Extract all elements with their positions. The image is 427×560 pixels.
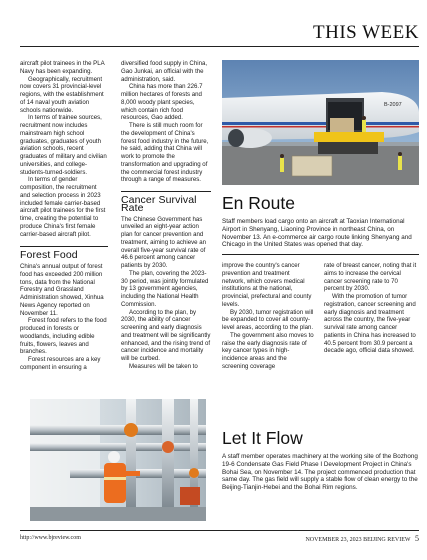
paragraph: In terms of trainee sources, recruitment now includes mainstream high school graduates, graduates of youth aviation schools, recent graduates of military and civilian universities, and college-students-turned-soldiers. <box>20 114 107 176</box>
paragraph: Geographically, recruitment now covers 31 provincial-level regions, with the establishment of 14 naval youth aviation schools nationwide. <box>20 75 104 114</box>
airport-cargo-illustration <box>222 60 419 185</box>
paragraph: In terms of gender composition, the recruitment and selection process in 2023 included female carrier-based aircraft pilot trainees for the first time, creating the potential to produce China's first female carrier-based aircraft pilot. <box>20 176 106 238</box>
en-route-caption <box>222 218 419 249</box>
paragraph: China has more than 226.7 million hectares of forests and 8,000 woody plant species, which contain rich food resources, Gao added. <box>121 83 203 122</box>
section-rule <box>222 254 419 255</box>
paragraph: By 2030, tumor registration will be expanded to cover all county-level areas, according to the plan. <box>222 308 314 331</box>
forest-food-heading: Forest Food <box>20 249 78 262</box>
paragraph: According to the plan, by 2030, the ability of cancer screening and early diagnosis and treatment will be significantly enhanced, and the rising trend of cancer incidence and mortality will be curbed. <box>121 308 211 362</box>
heading-rule <box>121 191 211 192</box>
let-it-flow-caption <box>222 453 419 492</box>
column-3 <box>222 262 314 371</box>
aircraft-tail-text: B-2097 <box>384 102 402 108</box>
page-number: 5 <box>415 534 419 543</box>
caption-text: A staff member operates machinery at the working site of the Bozhong 19-6 Condensate Gas Field Phase I Development Project in China's Bohai Sea, on November 14. The project commenced production that same day. The gas field will supply a stable flow of clean energy to the Beijing-Tianjin-Hebei and the Bohai Rim regions. <box>222 453 418 492</box>
paragraph: rate of breast cancer, noting that it aims to increase the cervical cancer screening rate to 70 percent by 2030. <box>324 262 417 293</box>
section-header: THIS WEEK <box>313 22 419 43</box>
paragraph: The plan, covering the 2023-30 period, was jointly formulated by 13 government agencies, including the National Health Commission. <box>121 269 209 308</box>
paragraph: The Chinese Government has unveiled an eight-year action plan for cancer prevention and treatment, aiming to achieve an overall five-year survival rate of 46.6 percent among cancer patients by 2030. <box>121 215 207 269</box>
header-rule <box>20 46 419 47</box>
gas-field-illustration <box>30 399 206 521</box>
footer-issue-text: NOVEMBER 23, 2023 BEIJING REVIEW <box>305 537 411 543</box>
heading-rule <box>20 246 108 247</box>
paragraph: aircraft pilot trainees in the PLA Navy has been expanding. <box>20 60 105 75</box>
paragraph: With the promotion of tumor registration, cancer screening and early diagnosis and treatment across the country, the five-year survival rate among cancer patients in China has increased to 40.5 percent from 30.9 percent a decade ago, official data showed. <box>324 293 416 355</box>
paragraph: There is still much room for the development of China's forest food industry in the future, he said, adding that China will work to promote the transformation and upgrading of the commercial forest industry through a range of measures. <box>121 122 209 184</box>
column-4 <box>324 262 419 355</box>
column-2 <box>121 60 211 371</box>
paragraph: Measures will be taken to <box>129 362 198 370</box>
footer-rule <box>20 530 419 531</box>
paragraph: The government also moves to raise the early diagnosis rate of key cancer types in high-incidence areas and the screening coverage <box>222 331 314 370</box>
footer-url-link[interactable]: http://www.bjreview.com <box>20 535 81 541</box>
let-it-flow-heading: Let It Flow <box>222 428 303 448</box>
paragraph: Forest resources are a key component in ensuring a <box>20 356 101 371</box>
gas-field-photo <box>30 399 206 521</box>
paragraph: China's annual output of forest food has exceeded 200 million tons, data from the National Forestry and Grassland Administration showed, Xinhua News Agency reported on November 11. <box>20 263 104 317</box>
paragraph: improve the country's cancer prevention and treatment network, which covers medical institutions at the national, provincial, prefectural and county levels. <box>222 262 312 308</box>
caption-text: Staff members load cargo onto an aircraft at Taoxian International Airport in Shenyang, Liaoning Province in northeast China, on November 13. An e-commerce air cargo route linking Shenyang and Chicago in the United States was opened that day. <box>222 218 412 249</box>
cancer-survival-heading: Cancer Survival Rate <box>121 194 197 214</box>
en-route-heading: En Route <box>222 193 295 213</box>
footer-issue <box>305 534 419 543</box>
paragraph: Forest food refers to the food produced in forests or woodlands, including edible fruits, flowers, leaves and branches. <box>20 317 107 356</box>
paragraph: diversified food supply in China, Gao Junkai, an official with the administration, said. <box>121 60 208 83</box>
column-1 <box>20 60 108 372</box>
airport-cargo-photo <box>222 60 419 185</box>
